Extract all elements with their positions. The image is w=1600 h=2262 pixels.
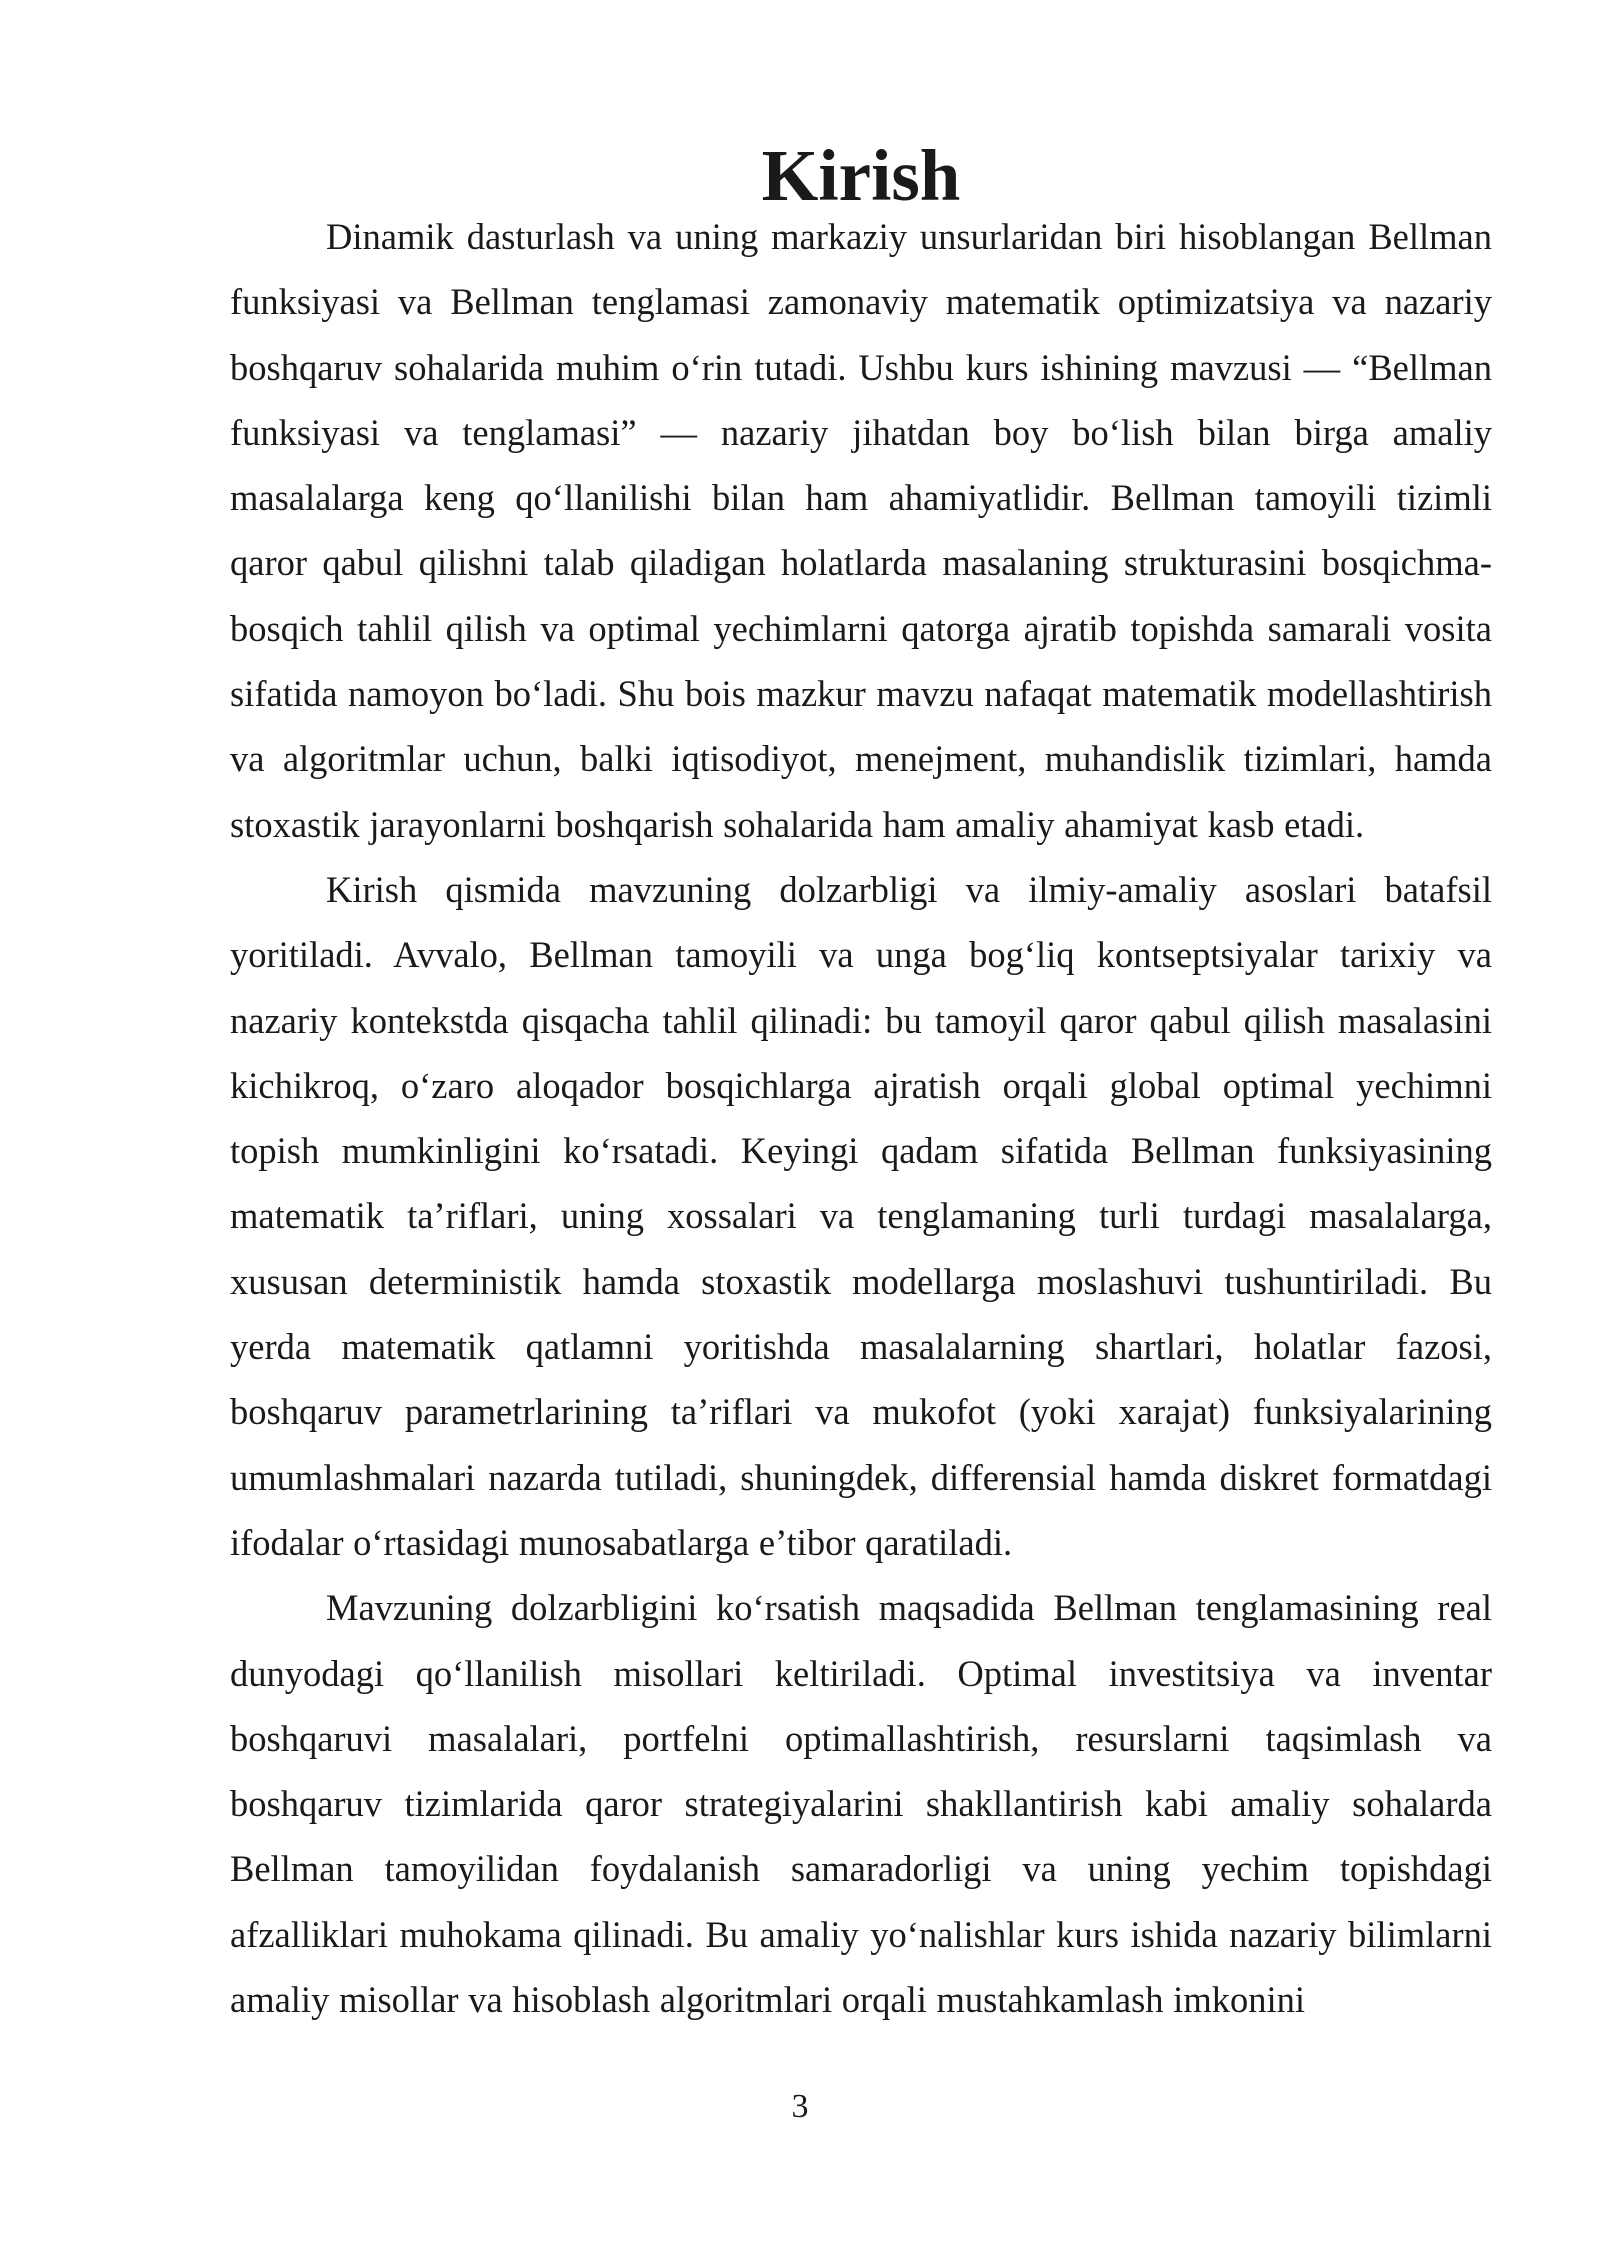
page-title: Kirish xyxy=(761,135,961,216)
paragraph-3: Mavzuning dolzarbligini ko‘rsatish maqsadida Bellman tenglamasining real dunyodagi qo‘llanilish misollari keltiriladi. Optimal investitsiya va inventar boshqaruvi masalalari, portfelni optimallashtirish, resurslarni taqsimlash va boshqaruv tizimlarida qaror strategiyalarini shakllantirish kabi amaliy sohalarda Bellman tamoyilidan foydalanish samaradorligi va uning yechim topishdagi afzalliklari muhokama qilinadi. Bu amaliy yo‘nalishlar kurs ishida nazariy bilimlarni amaliy misollar va hisoblash algoritmlari orqali mustahkamlash imkonini xyxy=(230,1587,1492,2021)
paragraph-1: Dinamik dasturlash va uning markaziy unsurlaridan biri hisoblangan Bellman funksiyasi va Bellman tenglamasi zamonaviy matematik optimizatsiya va nazariy boshqaruv sohalarida muhim o‘rin tutadi. Ushbu kurs ishining mavzusi — “Bellman funksiyasi va tenglamasi” — nazariy jihatdan boy bo‘lish bilan birga amaliy masalalarga keng qo‘llanilishi bilan ham ahamiyatlidir. Bellman tamoyili tizimli qaror qabul qilishni talab qiladigan holatlarda masalaning strukturasini bosqichma-bosqich tahlil qilish va optimal yechimlarni qatorga ajratib topishda samarali vosita sifatida namoyon bo‘ladi. Shu bois mazkur mavzu nafaqat matematik modellashtirish va algoritmlar uchun, balki iqtisodiyot, menejment, muhandislik tizimlari, hamda stoxastik jarayonlarni boshqarish sohalarida ham amaliy ahamiyat kasb etadi. xyxy=(230,216,1492,845)
paragraph-2: Kirish qismida mavzuning dolzarbligi va ilmiy-amaliy asoslari batafsil yoritiladi. Avvalo, Bellman tamoyili va unga bog‘liq kontseptsiyalar tarixiy va nazariy kontekstda qisqacha tahlil qilinadi: bu tamoyil qaror qabul qilish masalasini kichikroq, o‘zaro aloqador bosqichlarga ajratish orqali global optimal yechimni topish mumkinligini ko‘rsatadi. Keyingi qadam sifatida Bellman funksiyasining matematik ta’riflari, uning xossalari va tenglamaning turli turdagi masalalarga, xususan deterministik hamda stoxastik modellarga moslashuvi tushuntiriladi. Bu yerda matematik qatlamni yoritishda masalalarning shartlari, holatlar fazosi, boshqaruv parametrlarining ta’riflari va mukofot (yoki xarajat) funksiyalarining umumlashmalari nazarda tutiladi, shuningdek, differensial hamda diskret formatdagi ifodalar o‘rtasidagi munosabatlarga e’tibor qaratiladi. xyxy=(230,868,1492,1563)
page-body xyxy=(230,135,1492,2032)
page-number: 3 xyxy=(791,2088,809,2125)
